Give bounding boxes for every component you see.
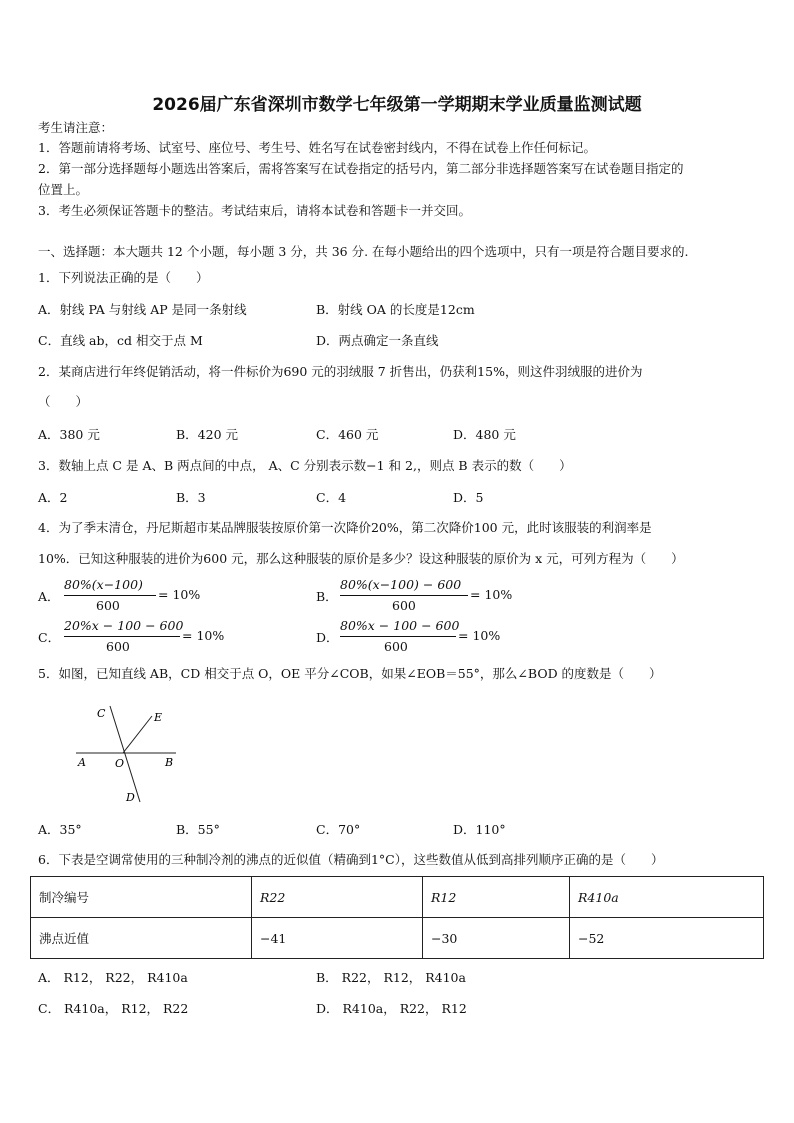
- table-cell: R22: [252, 877, 423, 918]
- q4-option-b-label: B．: [316, 589, 338, 604]
- q4-option-d-label: D．: [316, 630, 339, 645]
- q6-option-c: C． R410a， R12， R22: [38, 1001, 189, 1016]
- q4-stem: 4．为了季末清仓，丹尼斯超市某品牌服装按原价第一次降价20%，第二次降价100 元，此时该服装的利润率是: [38, 520, 652, 535]
- q4-d-fraction-bar: [340, 636, 456, 637]
- q3-option-a: A．2: [38, 490, 68, 505]
- line-cd: [110, 706, 140, 802]
- label-d: D: [126, 791, 135, 804]
- table-cell: −30: [423, 918, 570, 959]
- q4-a-rhs: = 10%: [158, 587, 201, 602]
- q6-option-b: B． R22， R12， R410a: [316, 970, 466, 985]
- table-cell: 制冷编号: [31, 877, 252, 918]
- table-cell: −52: [570, 918, 764, 959]
- q1-option-c: C．直线 ab，cd 相交于点 M: [38, 333, 203, 348]
- q4-d-denominator: 600: [384, 639, 408, 654]
- q5-stem: 5．如图，已知直线 AB，CD 相交于点 O，OE 平分∠COB，如果∠EOB＝55°，那么∠BOD 的度数是（ ）: [38, 666, 662, 681]
- q5-figure: [70, 700, 190, 810]
- q5-option-b: B．55°: [176, 822, 220, 837]
- label-c: C: [97, 707, 106, 720]
- q6-table: [30, 876, 764, 959]
- q4-b-rhs: = 10%: [470, 587, 513, 602]
- q6-stem: 6．下表是空调常使用的三种制冷剂的沸点的近似值（精确到1°C），这些数值从低到高排列顺序正确的是（ ）: [38, 852, 664, 867]
- notice-item-3: 3．考生必须保证答题卡的整洁。考试结束后，请将本试卷和答题卡一并交回。: [38, 203, 471, 218]
- table-row: [31, 877, 764, 918]
- q1-stem: 1．下列说法正确的是（ ）: [38, 270, 209, 285]
- q4-d-numerator: 80%x − 100 − 600: [340, 618, 460, 633]
- q4-c-denominator: 600: [106, 639, 130, 654]
- table-cell: R12: [423, 877, 570, 918]
- q4-b-denominator: 600: [392, 598, 416, 613]
- q1-option-d: D．两点确定一条直线: [316, 333, 439, 348]
- table-cell: 沸点近值: [31, 918, 252, 959]
- q3-stem: 3．数轴上点 C 是 A、B 两点间的中点， A、C 分别表示数−1 和 2,，则点 B 表示的数（ ）: [38, 458, 572, 473]
- q4-d-rhs: = 10%: [458, 628, 501, 643]
- table-row: [31, 918, 764, 959]
- q4-b-numerator: 80%(x−100) − 600: [340, 577, 462, 592]
- q5-option-c: C．70°: [316, 822, 361, 837]
- q2-stem-paren: （ ）: [38, 394, 89, 409]
- q3-option-d: D．5: [453, 490, 484, 505]
- q6-option-d: D． R410a， R22， R12: [316, 1001, 467, 1016]
- q4-c-numerator: 20%x − 100 − 600: [64, 618, 184, 633]
- q4-a-denominator: 600: [96, 598, 120, 613]
- q4-b-fraction-bar: [340, 595, 468, 596]
- q5-option-d: D．110°: [453, 822, 506, 837]
- q2-stem: 2．某商店进行年终促销活动，将一件标价为690 元的羽绒服 7 折售出，仍获利15%，则这件羽绒服的进价为: [38, 364, 643, 379]
- label-e: E: [154, 711, 163, 724]
- q4-a-numerator: 80%(x−100): [64, 577, 143, 592]
- ray-oe: [123, 716, 152, 753]
- q4-c-rhs: = 10%: [182, 628, 225, 643]
- q4-option-c-label: C．: [38, 630, 61, 645]
- notice-item-2: 2．第一部分选择题每小题选出答案后，需将答案写在试卷指定的括号内，第二部分非选择题答案写在试卷题目指定的: [38, 161, 684, 176]
- q2-option-d: D．480 元: [453, 427, 516, 442]
- page-title: 2026届广东省深圳市数学七年级第一学期期末学业质量监测试题: [152, 95, 642, 115]
- notice-item-1: 1．答题前请将考场、试室号、座位号、考生号、姓名写在试卷密封线内，不得在试卷上作任何标记。: [38, 140, 596, 155]
- table-cell: −41: [252, 918, 423, 959]
- q4-option-a-label: A．: [38, 589, 60, 604]
- label-a: A: [78, 756, 86, 769]
- label-o: O: [115, 757, 125, 770]
- notice-item-2-cont: 位置上。: [38, 182, 89, 197]
- q3-option-b: B．3: [176, 490, 206, 505]
- notice-heading: 考生请注意：: [38, 120, 114, 135]
- q2-option-a: A．380 元: [38, 427, 100, 442]
- q2-option-c: C．460 元: [316, 427, 379, 442]
- q2-option-b: B．420 元: [176, 427, 239, 442]
- table-cell: R410a: [570, 877, 764, 918]
- q4-c-fraction-bar: [64, 636, 180, 637]
- label-b: B: [165, 756, 174, 769]
- q6-option-a: A． R12， R22， R410a: [38, 970, 188, 985]
- q3-option-c: C．4: [316, 490, 347, 505]
- q1-option-a: A．射线 PA 与射线 AP 是同一条射线: [38, 302, 247, 317]
- q4-a-fraction-bar: [64, 595, 156, 596]
- q1-option-b: B．射线 OA 的长度是12cm: [316, 302, 475, 317]
- q5-option-a: A．35°: [38, 822, 82, 837]
- section-heading: 一、选择题：本大题共 12 个小题，每小题 3 分，共 36 分. 在每小题给出的四个选项中，只有一项是符合题目要求的.: [38, 244, 689, 259]
- q4-stem-2: 10%．已知这种服装的进价为600 元，那么这种服装的原价是多少？设这种服装的原价为 x 元，可列方程为（ ）: [38, 551, 684, 566]
